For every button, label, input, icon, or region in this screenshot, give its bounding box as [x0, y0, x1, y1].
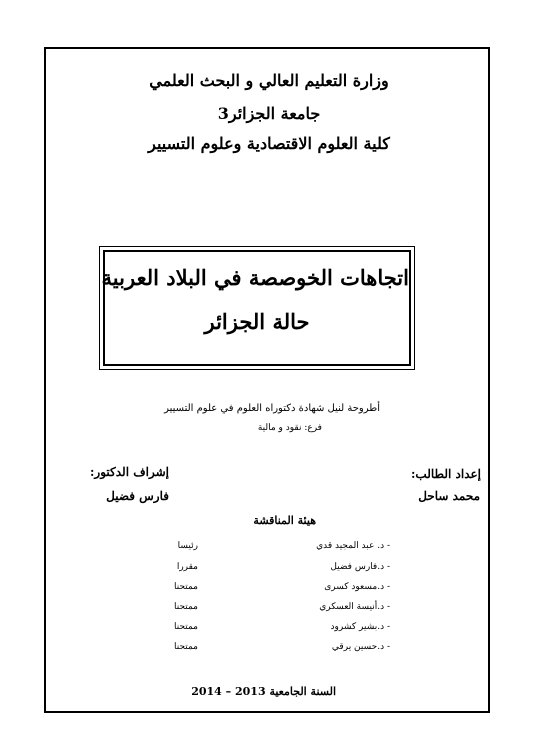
thesis-description: أطروحة لنيل شهادة دكتوراه العلوم في علوم التسيير — [164, 403, 380, 414]
committee-member-name: - د. عبد المجيد قدي — [316, 541, 390, 551]
committee-member-role: مقررا — [176, 562, 198, 572]
faculty-name: كلية العلوم الاقتصادية وعلوم التسيير — [148, 134, 390, 153]
ministry-name: وزارة التعليم العالي و البحث العلمي — [149, 71, 389, 90]
committee-member-name: - د.حسين يرقي — [331, 642, 390, 652]
student-name: محمد ساحل — [418, 489, 480, 503]
academic-year: السنة الجامعية 2013 – 2014 — [191, 685, 336, 698]
supervisor-name: فارس فضيل — [106, 489, 169, 503]
thesis-title: اتجاهات الخوصصة في البلاد العربية — [101, 265, 409, 290]
committee-member-name: - د.مسعود كسرى — [324, 582, 390, 592]
university-name: جامعة الجزائر3 — [217, 104, 321, 123]
student-label: إعداد الطالب: — [410, 467, 481, 481]
committee-member-role: رئيسا — [177, 541, 198, 551]
committee-member-role: ممتحنا — [173, 602, 198, 612]
title-box — [99, 246, 415, 370]
committee-member-name: - د.فارس فضيل — [330, 562, 390, 572]
thesis-subtitle: حالة الجزائر — [204, 309, 310, 334]
committee-member-role: ممتحنا — [173, 622, 198, 632]
committee-title: هيئة المناقشة — [253, 514, 316, 527]
thesis-branch: فرع: نقود و مالية — [257, 423, 322, 433]
page-border — [44, 47, 490, 713]
committee-member-name: - د.أنيسة العسكري — [319, 602, 390, 612]
committee-member-name: - د.بشير كشرود — [330, 622, 390, 632]
supervisor-label: إشراف الدكتور: — [89, 465, 169, 479]
committee-member-role: ممتحنا — [173, 642, 198, 652]
committee-member-role: ممتحنا — [173, 582, 198, 592]
